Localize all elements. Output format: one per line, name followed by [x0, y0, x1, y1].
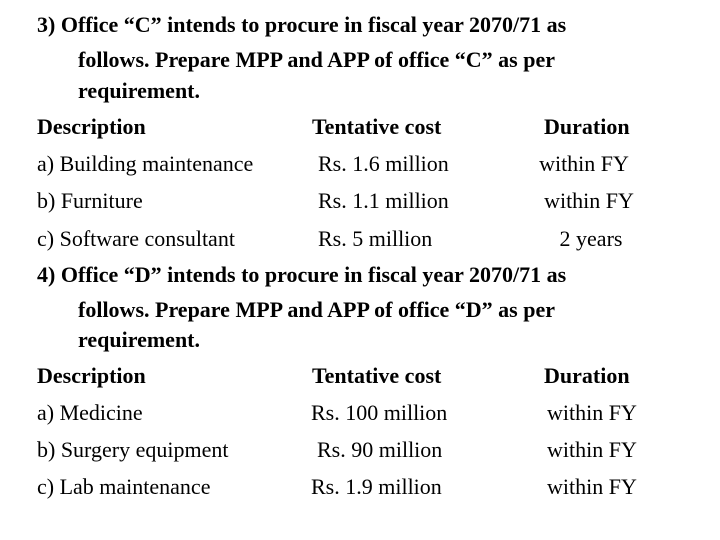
question-3-row-2-cost: Rs. 1.1 million: [318, 188, 449, 213]
question-3-row-3-duration: 2 years: [559, 226, 623, 251]
question-3-row-1-description: a) Building maintenance: [37, 151, 254, 176]
question-4-header-description: Description: [37, 363, 146, 388]
question-3-row-1-duration: within FY: [539, 151, 629, 176]
question-3-row-1-cost: Rs. 1.6 million: [318, 151, 449, 176]
question-3-header-duration: Duration: [544, 114, 630, 139]
question-4-row-3-duration: within FY: [547, 474, 637, 499]
question-4-header-duration: Duration: [544, 363, 630, 388]
question-4-row-2-description: b) Surgery equipment: [37, 437, 229, 462]
question-3-row-3-description: c) Software consultant: [37, 226, 235, 251]
question-3-row-3-cost: Rs. 5 million: [318, 226, 433, 251]
question-4-row-1-duration: within FY: [547, 400, 637, 425]
question-4-row-3-cost: Rs. 1.9 million: [311, 474, 442, 499]
question-4-line-1: 4) Office “D” intends to procure in fiscal year 2070/71 as: [37, 262, 567, 287]
question-3-row-2-duration: within FY: [544, 188, 634, 213]
question-4-row-1-cost: Rs. 100 million: [311, 400, 448, 425]
question-4-row-2-cost: Rs. 90 million: [317, 437, 443, 462]
question-3-header-description: Description: [37, 114, 146, 139]
question-4-row-2-duration: within FY: [547, 437, 637, 462]
question-3-line-3: requirement.: [78, 78, 200, 103]
question-3-row-2-description: b) Furniture: [37, 188, 143, 213]
question-3-line-2: follows. Prepare MPP and APP of office “C” as per: [78, 47, 556, 72]
question-4-line-2: follows. Prepare MPP and APP of office “D” as per: [78, 297, 556, 322]
question-3-line-1: 3) Office “C” intends to procure in fiscal year 2070/71 as: [37, 12, 567, 37]
question-4-row-1-description: a) Medicine: [37, 400, 143, 425]
question-4-row-3-description: c) Lab maintenance: [37, 474, 211, 499]
question-4-line-3: requirement.: [78, 327, 200, 352]
question-4-header-cost: Tentative cost: [312, 363, 442, 388]
question-3-header-cost: Tentative cost: [312, 114, 442, 139]
